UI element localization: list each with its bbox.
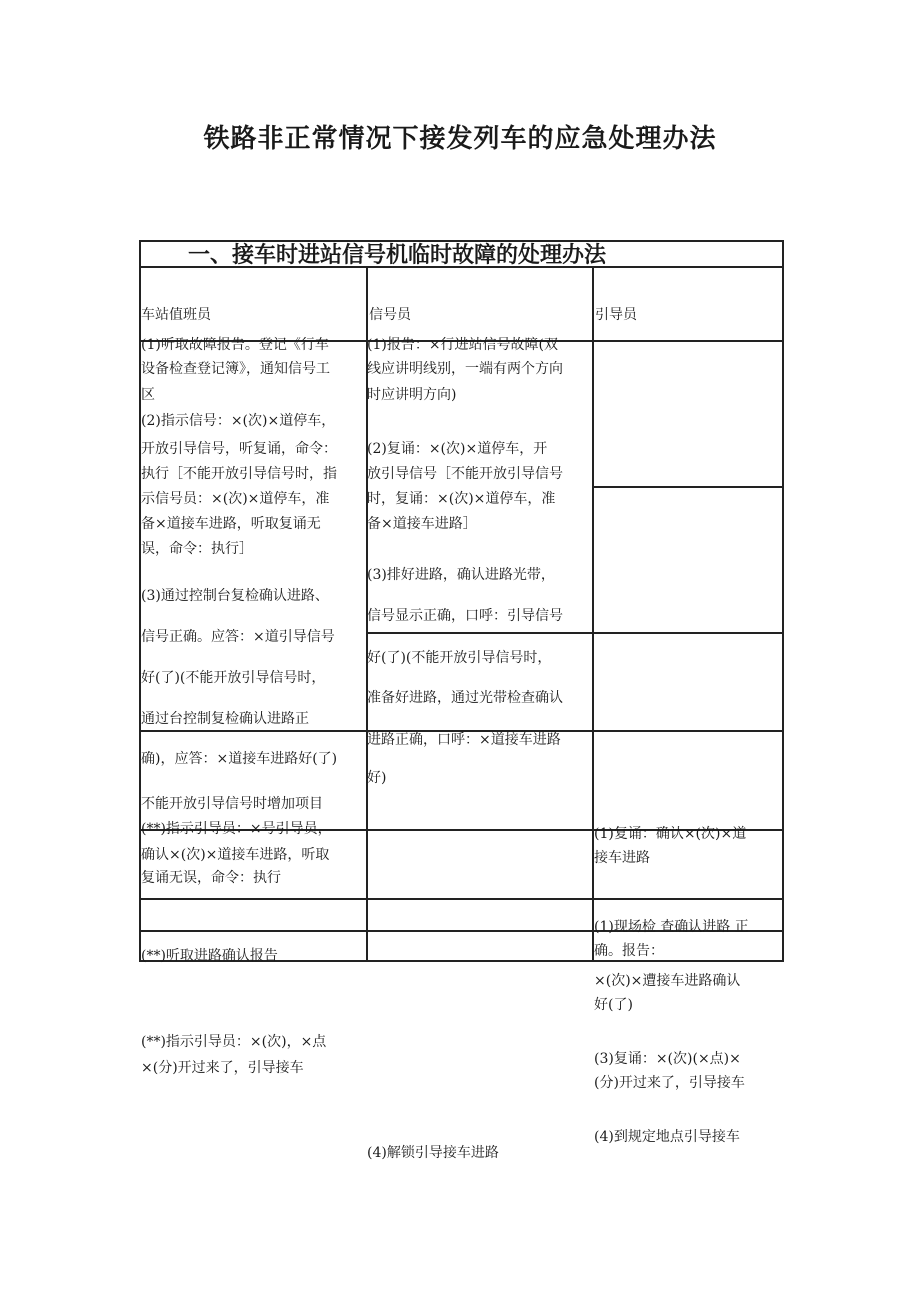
officer-text-line: 好(了)(不能开放引导信号时， [141,670,326,686]
signalman-text-line: 好(了)(不能开放引导信号时， [367,650,552,666]
signalman-text-line: 好) [367,770,387,786]
officer-text-line: 信号正确。应答：×道引导信号 [141,629,335,645]
officer-text-line: (1)听取故障报告。登记《行车 [141,337,329,353]
officer-text-line: 确)，应答：×道接车进路好(了) [141,751,338,767]
table-rule [139,898,784,900]
officer-text-line: (**)听取进路确认报告 [141,948,278,964]
officer-text-line: 备×道接车进路，听取复诵无 [141,516,321,532]
signalman-text-line: 线应讲明线别，一端有两个方向 [367,361,563,377]
signalman-text-line: 准备好进路，通过光带检查确认 [367,690,563,706]
officer-text-line: (**)指示引导员：×(次)，×点 [141,1034,327,1050]
officer-text-line: (3)通过控制台复检确认进路、 [141,588,329,604]
guide-text-line: 确。报告： [594,943,664,959]
signalman-text-line: (3)排好进路，确认进路光带， [367,567,555,583]
guide-text-line: 好(了) [594,997,633,1013]
table-border-right [782,240,784,962]
signalman-text-line: 放引导信号［不能开放引导信号 [367,466,563,482]
officer-text-line: 通过台控制复检确认进路正 [141,711,309,727]
header-guide: 引导员 [595,307,637,323]
table-rule [592,486,784,488]
section-title: 一、接车时进站信号机临时故障的处理办法 [188,243,607,268]
officer-text-line: 确认×(次)×道接车进路，听取 [141,847,330,863]
officer-text-line: 设备检查登记簿》，通知信号工 [141,361,330,377]
guide-text-line: (分)开过来了，引导接车 [594,1075,745,1091]
table-rule [366,632,784,634]
officer-text-line: 区 [141,387,155,403]
guide-text-line: (3)复诵：×(次)(×点)× [594,1051,741,1067]
officer-text-line: ×(分)开过来了，引导接车 [141,1060,304,1076]
guide-text-line: (1)现场检 查确认进路 正 [594,919,749,935]
signalman-text-line: (1)报告：×行进站信号故障(双 [367,337,559,353]
officer-text-line: 执行［不能开放引导信号时，指 [141,466,337,482]
header-station-duty-officer: 车站值班员 [141,307,211,323]
officer-text-line: (2)指示信号：×(次)×道停车， [141,413,336,429]
signalman-text-line: 进路正确，口呼：×道接车进路 [367,732,561,748]
header-signalman: 信号员 [369,307,411,323]
document-title: 铁路非正常情况下接发列车的应急处理办法 [203,124,717,154]
signalman-text-line: (4)解锁引导接车进路 [367,1145,499,1161]
officer-text-line: (**)指示引导员：×号引导员， [141,821,332,837]
officer-text-line: 不能开放引导信号时增加项目 [141,796,323,812]
officer-text-line: 开放引导信号，听复诵，命令： [141,441,337,457]
guide-text-line: 接车进路 [594,850,650,866]
signalman-text-line: 备×道接车进路］ [367,516,477,532]
officer-text-line: 示信号员：×(次)×道停车，准 [141,491,330,507]
signalman-text-line: 时应讲明方向) [367,387,457,403]
signalman-text-line: 时，复诵：×(次)×道停车，准 [367,491,556,507]
officer-text-line: 误，命令：执行］ [141,541,253,557]
signalman-text-line: 信号显示正确，口呼：引导信号 [367,608,563,624]
guide-text-line: ×(次)×遭接车进路确认 [594,973,741,989]
officer-text-line: 复诵无误，命令：执行 [141,870,281,886]
guide-text-line: (4)到规定地点引导接车 [594,1129,740,1145]
signalman-text-line: (2)复诵：×(次)×道停车，开 [367,441,548,457]
guide-text-line: (1)复诵：确认×(次)×道 [594,826,747,842]
